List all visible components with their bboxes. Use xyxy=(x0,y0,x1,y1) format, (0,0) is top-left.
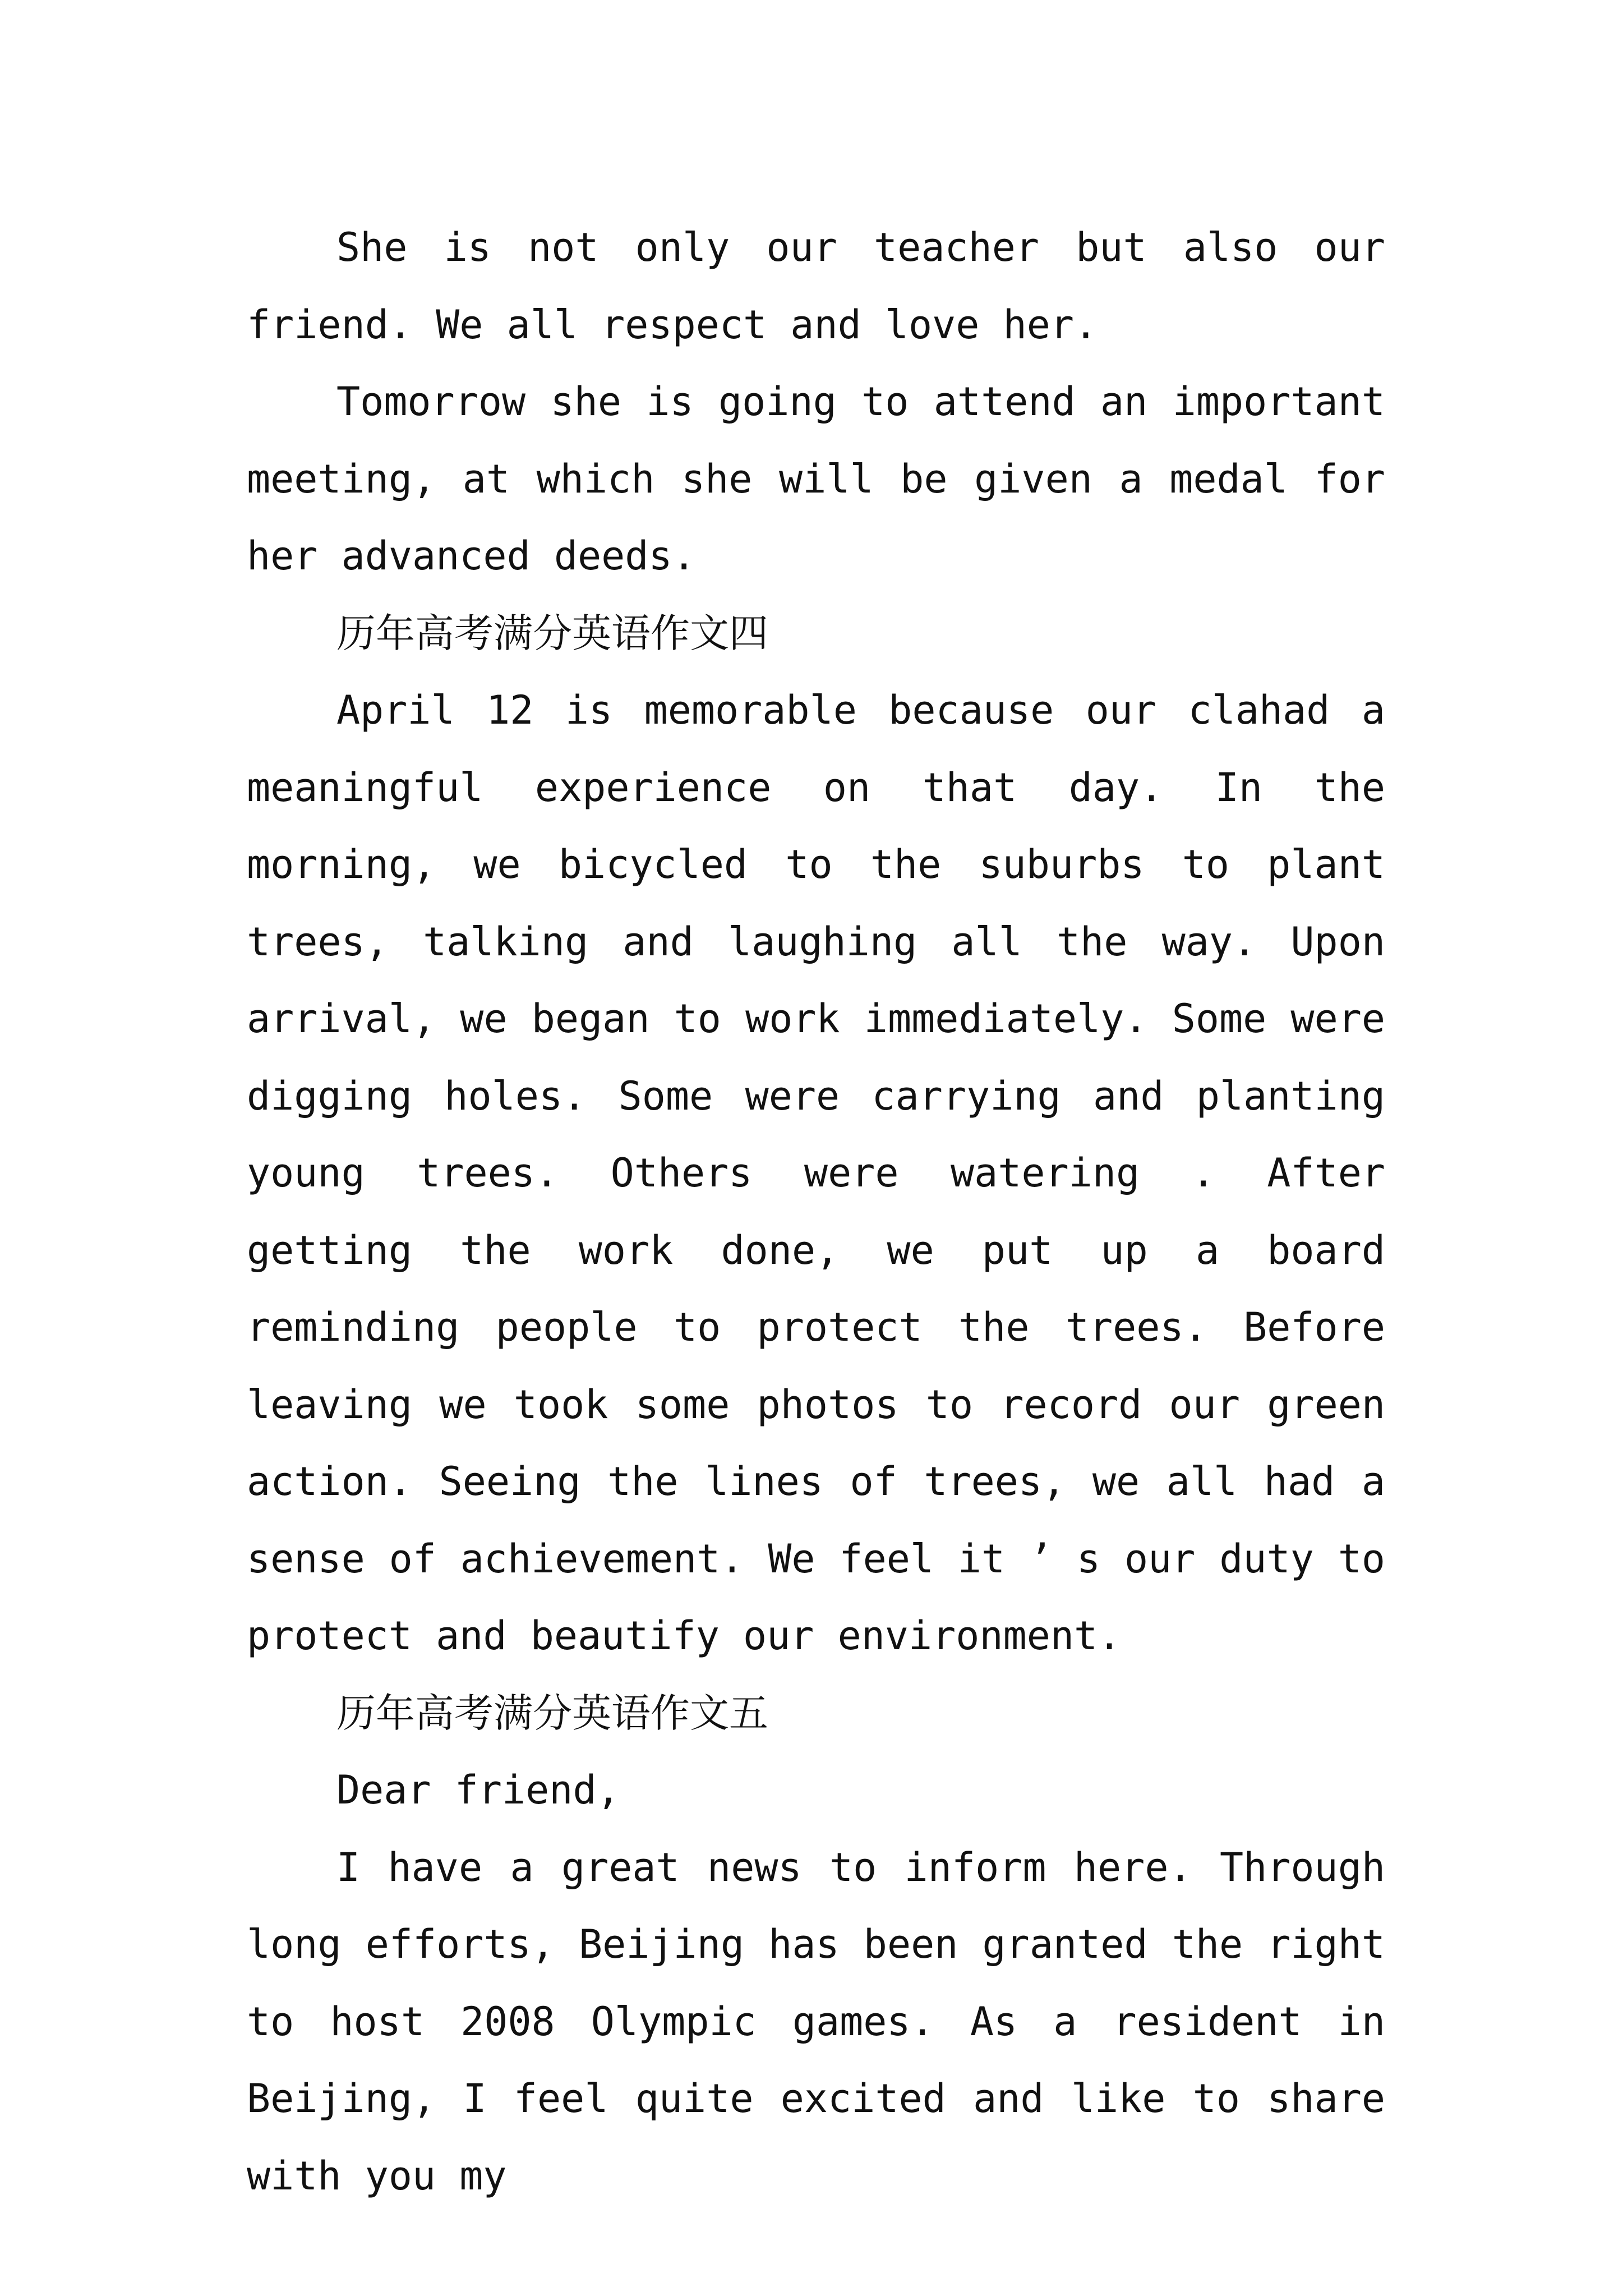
paragraph-teacher-friend: She is not only our teacher but also our friend. We all respect and love her. xyxy=(247,224,1385,348)
section-heading-essay-five: 历年高考满分英语作文五 xyxy=(336,1690,768,1736)
section-heading-essay-four: 历年高考满分英语作文四 xyxy=(336,610,768,656)
paragraph-tree-planting: April 12 is memorable because our clahad a meaningful experience on that day. In the morning, we bicycled to the suburbs to plant trees, talking and laughing all the way. Upon arrival, we began to work immediately. Some were digging holes. Some were carrying and planting young trees. Others were watering . After getting the work done, we put up a board reminding people to protect the trees. Before leaving we took some photos to record our green action. Seeing the lines of trees, we all had a sense of achievement. We feel it ’ s our duty to protect and beautify our environment. xyxy=(247,687,1385,1659)
paragraph-medal-meeting: Tomorrow she is going to attend an important meeting, at which she will be given a medal for her advanced deeds. xyxy=(247,379,1385,579)
paragraph-olympic-news: I have a great news to inform here. Through long efforts, Beijing has been granted the right to host 2008 Olympic games. As a resident in Beijing, I feel quite excited and like to share with you my xyxy=(247,1844,1385,2199)
letter-salutation: Dear friend, xyxy=(336,1767,620,1813)
document-body xyxy=(247,209,1385,2215)
